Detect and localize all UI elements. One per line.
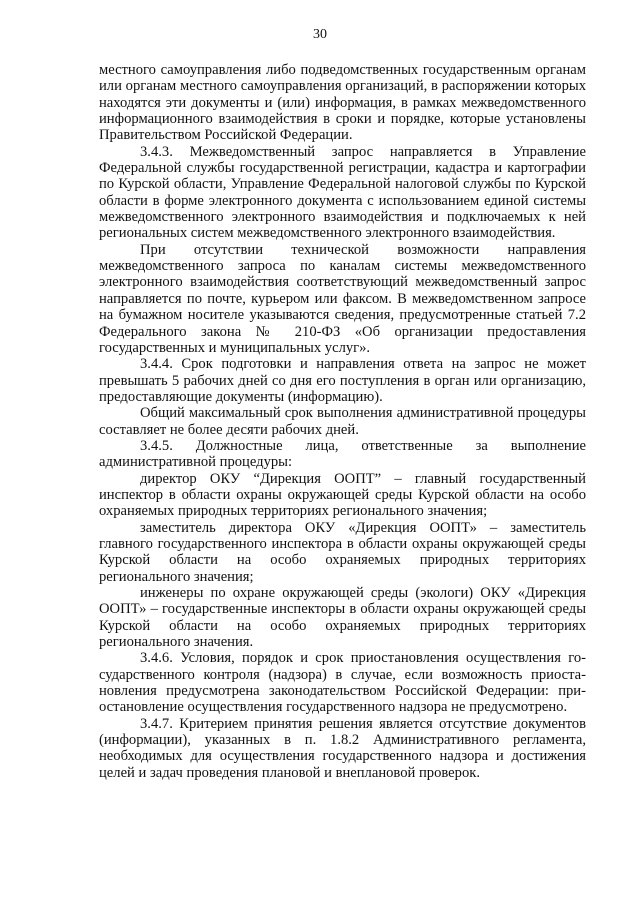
- paragraph-total-term: Общий максимальный срок выполнения административной процедуры составляет не более десяти рабочих дней.: [99, 405, 586, 438]
- document-body: [99, 62, 586, 781]
- paragraph-3-4-3: 3.4.3. Межведомственный запрос направляется в Управление Федеральной службы государственной регистрации, кадастра и картографии по Курской области, Управление Федеральной налоговой службы по Курской области в форме электронного документа с использованием единой системы межведомственного электронного взаимодействия и подключаемых к ней региональных систем межведомственного электронного взаимодействия.: [99, 143, 586, 242]
- paragraph-3-4-5: 3.4.5. Должностные лица, ответственные за выполнение административной процедуры:: [99, 437, 586, 471]
- list-item-director: директор ОКУ “Дирекция ООПТ” – главный государственный инспектор в области охраны окружающей среды Курской области на особо охраняемых природных территориях регионального значения;: [99, 470, 586, 520]
- paragraph-3-4-6: 3.4.6. Условия, порядок и срок приостановления осуществления государственного контроля (надзора) в случае, если возможность приостановления предусмотрена законодательством Российской Федерации: приостановление осуществления государственного надзора не предусмотрено.: [99, 650, 586, 716]
- list-item-deputy-director: заместитель директора ОКУ «Дирекция ООПТ» – заместитель главного государственного инспектора в области охраны окружающей среды Курской области на особо охраняемых природных территориях регионального значения;: [99, 519, 586, 585]
- page-number: 30: [313, 27, 327, 42]
- paragraph-3-4-7: 3.4.7. Критерием принятия решения является отсутствие документов (информации), указанных в п. 1.8.2 Административного регламента, необходимых для осуществления государственного надзора и достижения целей и задач проведения плановой и внеплановой проверок.: [99, 715, 586, 781]
- paragraph-continuation: местного самоуправления либо подведомственных государственным органам или органам местного самоуправления организаций, в распоряжении которых находятся эти документы и (или) информация, в рамках межведомственного информационного взаимодействия в сроки и порядке, которые установлены Правительством Российской Федерации.: [99, 62, 586, 144]
- paragraph-3-4-4: 3.4.4. Срок подготовки и направления ответа на запрос не может превышать 5 рабочих дней со дня его поступления в орган или организацию, предоставляющие документы (информацию).: [99, 356, 586, 405]
- paragraph-no-technical-possibility: При отсутствии технической возможности направления межведомственного запроса по каналам системы межведомственного электронного взаимодействия соответствующий межведомственный запрос направляется по почте, курьером или факсом. В межведомственном запросе на бумажном носителе указываются сведения, предусмотренные статьей 7.2 Федерального закона № 210-ФЗ «Об организации предоставления государственных и муниципальных услуг».: [99, 241, 586, 356]
- list-item-engineers: инженеры по охране окружающей среды (экологи) ОКУ «Дирекция ООПТ» – государственные инспекторы в области охраны окружающей среды Курской области на особо охраняемых природных территориях регионального значения.: [99, 585, 586, 651]
